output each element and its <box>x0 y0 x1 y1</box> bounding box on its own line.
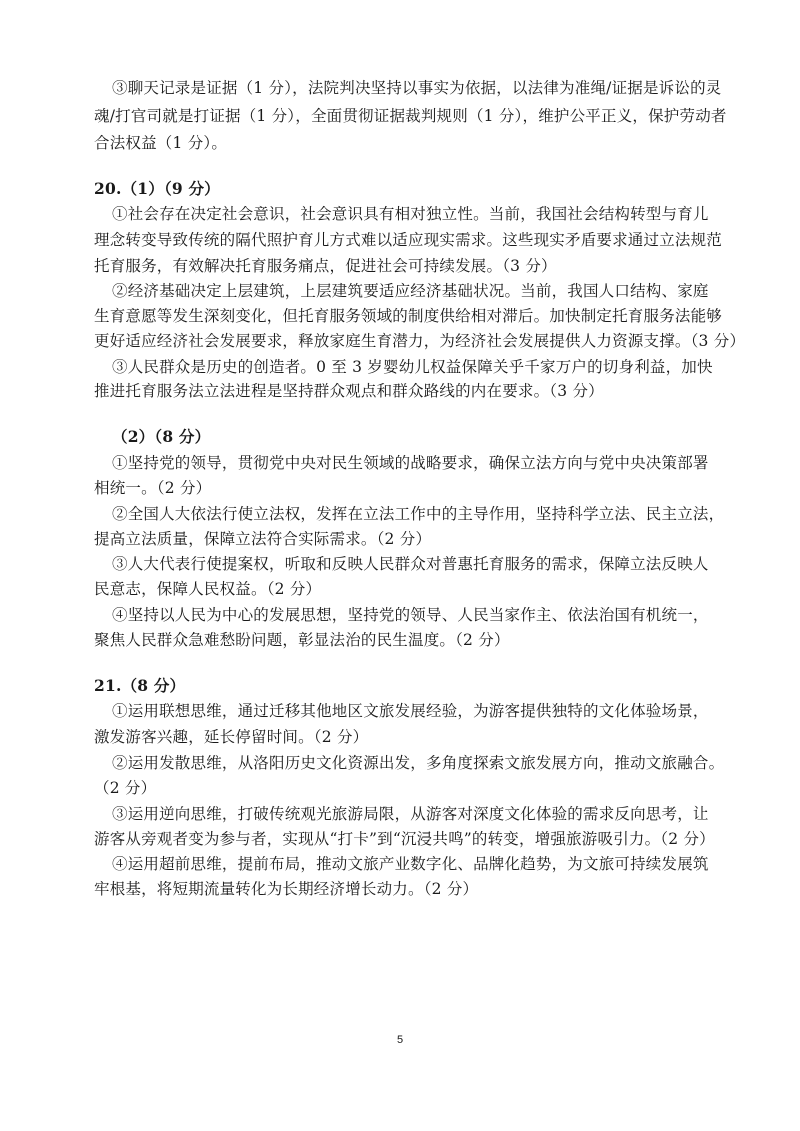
q20-part2-line-6: 民意志，保障人民权益。（2 分） <box>94 580 322 598</box>
q20-part2-line-5: ③人大代表行使提案权，听取和反映人民群众对普惠托育服务的需求，保障立法反映人 <box>112 555 709 573</box>
q20-part1-line-1: ①社会存在决定社会意识，社会意识具有相对独立性。当前，我国社会结构转型与育儿 <box>112 205 709 223</box>
q21-line-7: ④运用超前思维，提前布局，推动文旅产业数字化、品牌化趋势，为文旅可持续发展筑 <box>112 855 709 873</box>
q20-part1-line-8: 推进托育服务法立法进程是坚持群众观点和群众路线的内在要求。（3 分） <box>94 382 604 400</box>
q20-part1-heading: 20.（1）（9 分） <box>94 179 220 198</box>
q21-line-1: ①运用联想思维，通过迁移其他地区文旅发展经验，为游客提供独特的文化体验场景， <box>112 702 709 720</box>
q20-part2-line-8: 聚焦人民群众急难愁盼问题，彰显法治的民生温度。（2 分） <box>94 631 510 649</box>
q19-3-line-2: 魂/打官司就是打证据（1 分），全面贯彻证据裁判规则（1 分），维护公平正义，保护劳动者 <box>94 107 727 125</box>
q21-line-3: ②运用发散思维，从洛阳历史文化资源出发，多角度探索文旅发展方向，推动文旅融合。 <box>112 754 725 772</box>
q21-line-6: 游客从旁观者变为参与者，实现从“打卡”到“沉浸共鸣”的转变，增强旅游吸引力。（2 分） <box>94 830 715 848</box>
q20-part2-line-3: ②全国人大依法行使立法权，发挥在立法工作中的主导作用，坚持科学立法、民主立法， <box>112 505 725 523</box>
q20-part2-line-2: 相统一。（2 分） <box>94 479 212 497</box>
q21-line-8: 牢根基，将短期流量转化为长期经济增长动力。（2 分） <box>94 880 479 898</box>
q19-3-line-1: ③聊天记录是证据（1 分），法院判决坚持以事实为依据，以法律为准绳/证据是诉讼的灵 <box>112 79 722 97</box>
q20-part1-line-3: 托育服务，有效解决托育服务痛点，促进社会可持续发展。（3 分） <box>94 257 557 275</box>
q20-part1-line-4: ②经济基础决定上层建筑，上层建筑要适应经济基础状况。当前，我国人口结构、家庭 <box>112 282 709 300</box>
q21-heading: 21.（8 分） <box>94 676 186 695</box>
q20-part2-line-7: ④坚持以人民为中心的发展思想，坚持党的领导、人民当家作主、依法治国有机统一， <box>112 606 709 624</box>
q20-part1-line-6: 更好适应经济社会发展要求，释放家庭生育潜力，为经济社会发展提供人力资源支撑。（3 分） <box>94 332 746 350</box>
q21-line-4: （2 分） <box>94 779 157 797</box>
q20-part1-line-2: 理念转变导致传统的隔代照护育儿方式难以适应现实需求。这些现实矛盾要求通过立法规范 <box>94 231 723 249</box>
q20-part2-line-4: 提高立法质量，保障立法符合实际需求。（2 分） <box>94 530 432 548</box>
q21-line-2: 激发游客兴趣，延长停留时间。（2 分） <box>94 728 369 746</box>
q20-part2-heading: （2）（8 分） <box>112 427 211 446</box>
page-number: 5 <box>396 1034 404 1046</box>
q20-part1-line-7: ③人民群众是历史的创造者。0 至 3 岁婴幼儿权益保障关乎千家万户的切身利益，加快 <box>112 358 713 376</box>
q19-3-line-3: 合法权益（1 分）。 <box>94 134 228 152</box>
q21-line-5: ③运用逆向思维，打破传统观光旅游局限，从游客对深度文化体验的需求反向思考，让 <box>112 805 709 823</box>
q20-part1-line-5: 生育意愿等发生深刻变化，但托育服务领域的制度供给相对滞后。加快制定托育服务法能够 <box>94 307 723 325</box>
q20-part2-line-1: ①坚持党的领导，贯彻党中央对民生领域的战略要求，确保立法方向与党中央决策部署 <box>112 454 709 472</box>
